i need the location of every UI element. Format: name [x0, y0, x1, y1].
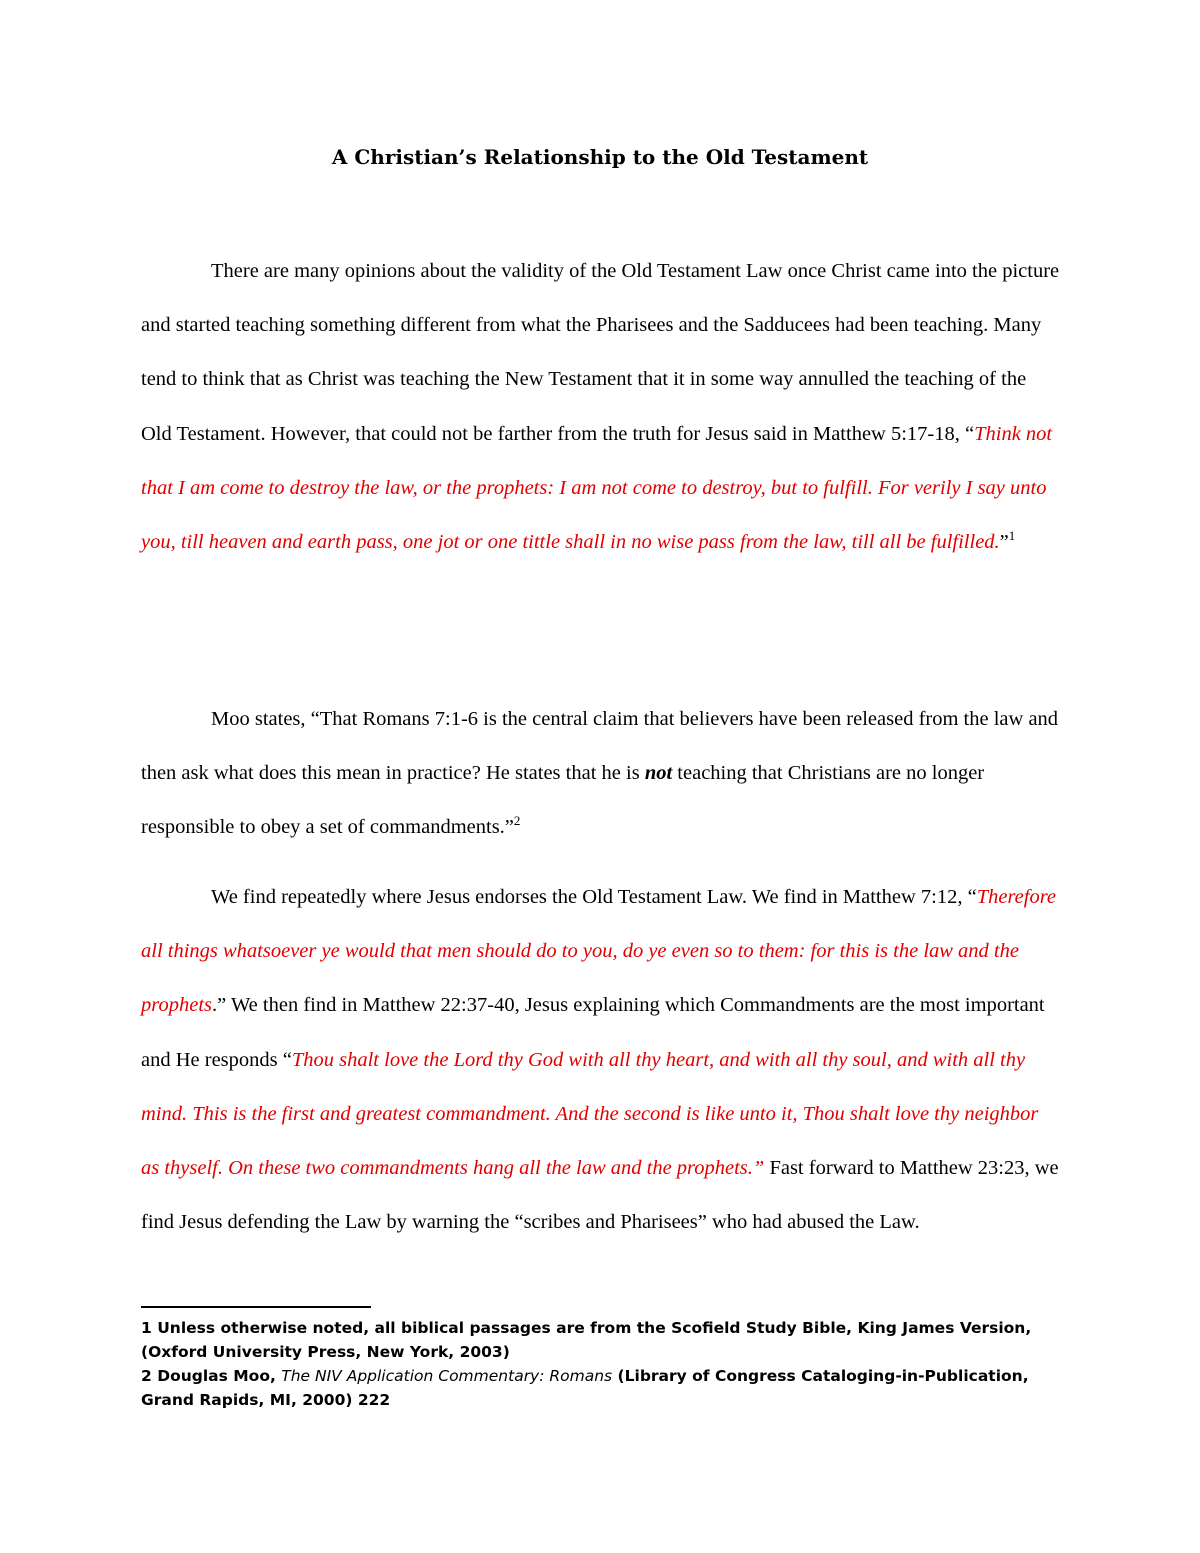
footnote-separator: [141, 1306, 371, 1308]
footnote-work-title: The NIV Application Commentary: Romans: [281, 1367, 613, 1385]
paragraph-2-text-end: teaching that Christians are no longer responsible to obey a set of commandments.”: [141, 762, 985, 839]
paragraph-3-text-start: We find repeatedly where Jesus endorses the Old Testament Law. We find in Matthew 7:12, “: [211, 886, 977, 908]
paragraph-1-text: There are many opinions about the validity of the Old Testament Law once Christ came into the picture and started teaching something different from what the Pharisees and the Sadducees had been teaching. Many tend to think that as Christ was teaching the New Testament that it in some way annulled the teaching of the Old Testament. However, that could not be farther from the truth for Jesus said in Matthew 5:17-18, “: [141, 260, 1060, 445]
emphasis-word: not: [644, 762, 673, 785]
paragraph-3-text-middle: .” We then find in Matthew 22:37-40, Jesus explaining which Commandments are the most important and He responds “: [141, 994, 1045, 1071]
closing-quote-mark: ”: [999, 531, 1009, 554]
footnote-ref-1: 1: [1008, 528, 1016, 544]
paragraph-2: [141, 692, 1061, 855]
document-title: A Christian’s Relationship to the Old Testament: [331, 145, 869, 169]
footnote-1: [141, 1316, 1046, 1364]
footnote-text: (Library of Congress Cataloging-in-Publication, Grand Rapids, MI, 2000) 222: [141, 1367, 1029, 1409]
footnote-author: Douglas Moo,: [157, 1367, 276, 1385]
footnote-number: 1: [141, 1319, 152, 1337]
footnote-text: Unless otherwise noted, all biblical passages are from the Scofield Study Bible, King James Version, (Oxford University Press, New York, 2003): [141, 1319, 1032, 1361]
footnote-2: [141, 1364, 1046, 1412]
scripture-quote: Therefore all things whatsoever ye would that men should do to you, do ye even so to them: for this is the law and the prophets: [141, 886, 1057, 1017]
paragraph-3: [141, 870, 1061, 1249]
scripture-quote: Think not that I am come to destroy the law, or the prophets: I am not come to destroy, but to fulfill. For verily I say unto you, till heaven and earth pass, one jot or one tittle shall in no wise pass from the law, till all be fulfilled.: [141, 422, 1053, 554]
footnote-number: 2: [141, 1367, 152, 1385]
scripture-quote: Thou shalt love the Lord thy God with all thy heart, and with all thy soul, and with all thy mind. This is the first and greatest commandment. And the second is like unto it, Thou shalt love thy neighbor as thyself. On these two commandments hang all the law and the prophets.”: [141, 1048, 1039, 1180]
footnotes: [141, 1316, 1046, 1412]
paragraph-1: [141, 244, 1061, 569]
footnote-ref-2: 2: [513, 813, 521, 829]
paragraph-3-text-end: Fast forward to Matthew 23:23, we find Jesus defending the Law by warning the “scribes and Pharisees” who had abused the Law.: [141, 1157, 1059, 1234]
paragraph-2-text-start: Moo states, “That Romans 7:1-6 is the central claim that believers have been released from the law and then ask what does this mean in practice? He states that he is: [141, 708, 1059, 785]
